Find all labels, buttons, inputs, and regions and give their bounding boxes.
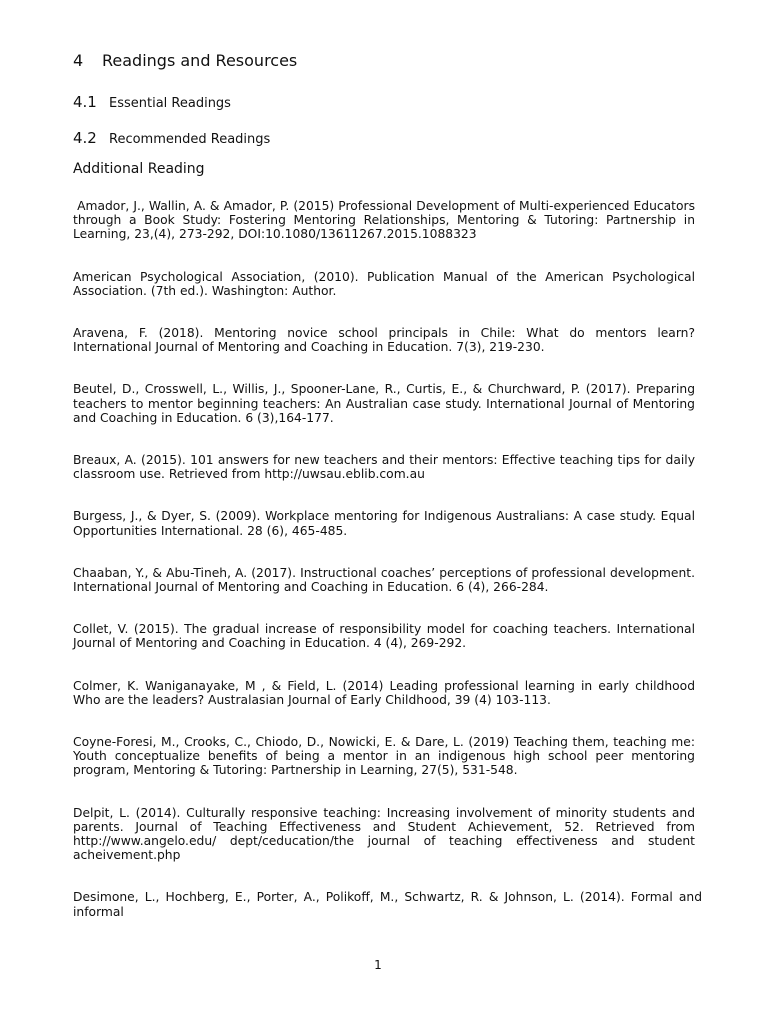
reference-item: Amador, J., Wallin, A. & Amador, P. (2015) Professional Development of Multi-experienced Educators through a Book Study: Fostering Mentoring Relationships, Mentoring & Tutoring: Partnership in Learning, 23,(4), 273-292, DOI:10.1080/13611267.2015.1088323: [73, 199, 699, 242]
reference-item: Chaaban, Y., & Abu-Tineh, A. (2017). Instructional coaches’ perceptions of professional development. International Journal of Mentoring and Coaching in Education. 6 (4), 266-284.: [73, 565, 695, 595]
section-title: Readings and Resources: [102, 51, 298, 70]
reference-item: Breaux, A. (2015). 101 answers for new teachers and their mentors: Effective teaching tips for daily classroom use. Retrieved from http://uwsau.eblib.com.au: [73, 453, 695, 482]
subsection-title: Recommended Readings: [109, 132, 271, 147]
reference-item: Beutel, D., Crosswell, L., Willis, J., Spooner-Lane, R., Curtis, E., & Churchward, P. (2017). Preparing teachers to mentor beginning teachers: An Australian case study. International Journal of Mentoring and Coaching in Education. 6 (3),164-177.: [73, 382, 695, 425]
reference-item: Delpit, L. (2014). Culturally responsive teaching: Increasing involvement of minority students and parents. Journal of Teaching Effectiveness and Student Achievement, 52. Retrieved from http://www.angelo.edu/ dept/ceducation/the journal of teaching effectiveness and student acheivement.php: [73, 805, 695, 863]
section-heading: [73, 51, 297, 71]
reference-item: Coyne-Foresi, M., Crooks, C., Chiodo, D., Nowicki, E. & Dare, L. (2019) Teaching them, teaching me: Youth conceptualize benefits of being a mentor in an indigenous high school peer mentoring program, Mentoring & Tutoring: Partnership in Learning, 27(5), 531-548.: [73, 735, 695, 778]
reference-item: Burgess, J., & Dyer, S. (2009). Workplace mentoring for Indigenous Australians: A case study. Equal Opportunities International. 28 (6), 465-485.: [73, 509, 695, 538]
reference-item: Desimone, L., Hochberg, E., Porter, A., Polikoff, M., Schwartz, R. & Johnson, L. (2014). Formal and informal: [73, 890, 702, 919]
section-number: 4: [73, 51, 84, 70]
reference-list: [73, 199, 702, 947]
page-number: 1: [374, 958, 382, 972]
reference-item: Collet, V. (2015). The gradual increase of responsibility model for coaching teachers. International Journal of Mentoring and Coaching in Education. 4 (4), 269-292.: [73, 622, 695, 651]
subsection-number: 4.2: [73, 129, 97, 147]
reference-item: Colmer, K. Waniganayake, M , & Field, L. (2014) Leading professional learning in early childhood Who are the leaders? Australasian Journal of Early Childhood, 39 (4) 103-113.: [73, 678, 695, 707]
reference-item: American Psychological Association, (2010). Publication Manual of the American Psychological Association. (7th ed.). Washington: Author.: [73, 269, 695, 298]
subsection-number: 4.1: [73, 93, 97, 111]
additional-reading-heading: Additional Reading: [73, 161, 205, 177]
reference-item: Aravena, F. (2018). Mentoring novice school principals in Chile: What do mentors learn? International Journal of Mentoring and Coaching in Education. 7(3), 219-230.: [73, 326, 695, 355]
subsection-title: Essential Readings: [109, 96, 231, 111]
subsection-heading-essential: [73, 93, 231, 113]
subsection-heading-recommended: [73, 129, 270, 149]
